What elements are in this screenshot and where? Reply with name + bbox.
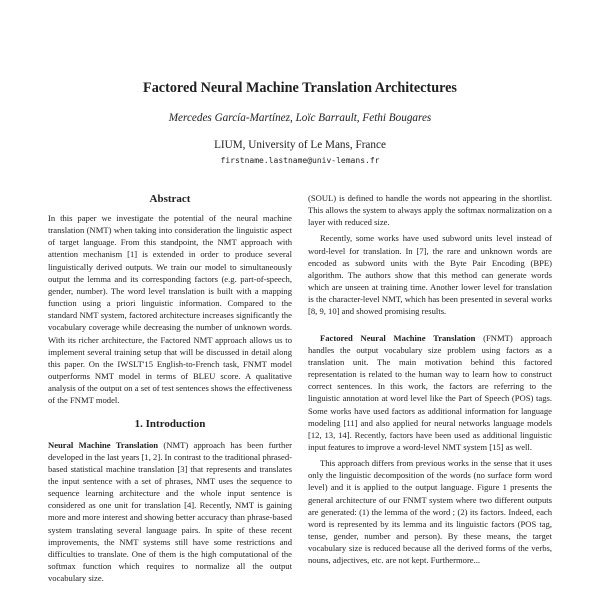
- paper-authors: Mercedes García-Martínez, Loïc Barrault, Fethi Bougares: [168, 112, 432, 124]
- subword-paragraph: Recently, some works have used subword units level instead of word-level for translation. In [7], the rare and unknown words are encoded as subword units with the Byte Pair Encoding (BPE) algorithm. The authors show that this method can generate words which are unseen at training time. Another lower level for translation is the character-level NMT, which has been presented in several works [8, 9, 10] and showed promising results.: [308, 233, 552, 317]
- soul-paragraph: (SOUL) is defined to handle the words not appearing in the shortlist. This allows the system to always apply the softmax normalization on a layer with reduced size.: [308, 193, 552, 228]
- differs-paragraph: This approach differs from previous works in the sense that it uses only the linguistic decomposition of the words (no surface form word level) and it is applied to the output language. Figure 1 presents the general architecture of our FNMT system where two different outputs are generated: (1) the lemma of the word ; (2) its factors. Indeed, each word is represented by its lemma and its linguistic factors (POS tag, tense, gender, number and person). By these means, the target vocabulary size is reduced because all the derived forms of the verbs, nouns, adjectives, etc. are not kept. Furthermore...: [308, 458, 552, 566]
- introduction-text: (NMT) approach has been further developed in the last years [1, 2]. In contrast to the traditional phrased-based statistical machine translation [3] that represents and translates the input sentence with a set of phrases, NMT uses the sequence to sequence learning architecture and the whole input sentence is considered as one unit for translation [4]. Recently, NMT is gaining more and more interest and showing better accuracy than phrase-based system translating several language pairs. In spite of these recent improvements, the NMT systems still have some restrictions and difficulties to translate. One of them is the high computational of the softmax function which requires to normalize all the output vocabulary size.: [48, 439, 292, 584]
- fnmt-lead-term: Factored Neural Machine Translation: [320, 332, 476, 343]
- paper-title: Factored Neural Machine Translation Architectures: [143, 80, 457, 96]
- nmt-lead-term: Neural Machine Translation: [48, 439, 159, 450]
- right-column: [308, 192, 552, 567]
- fnmt-text: (FNMT) approach handles the output vocabulary size problem using factors as a translation unit. The main motivation behind this factored representation is related to the human way to learn how to construct correct sentences. In this work, the factors are referring to the linguistic annotation at word level like the Part of Speech (POS) tags. Some works have used factors as additional information for language modeling [11] and also applied for neural networks language models [12, 13, 14]. Recently, factors have been used as additional linguistic input features to improve a word-level NMT system [15] as well.: [308, 332, 552, 452]
- abstract-heading: Abstract: [149, 193, 191, 205]
- fnmt-paragraph: [308, 332, 552, 454]
- abstract-text: In this paper we investigate the potential of the neural machine translation (NMT) when taking into consideration the linguistic aspect of target language. From this standpoint, the NMT approach with attention mechanism [1] is extended in order to produce several linguistically derived outputs. We train our model to simultaneously output the lemma and its corresponding factors (e.g. part-of-speech, gender, number). The word level translation is built with a mapping function using a priori linguistic information. Compared to the standard NMT system, factored architecture increases significantly the vocabulary coverage while decreasing the number of unknown words. With its richer architecture, the Factored NMT approach allows us to implement several training setup that will be discussed in detail along this paper. On the IWSLT'15 English-to-French task, FNMT model outperforms NMT model in terms of BLEU score. A qualitative analysis of the output on a set of test sentences shows the effectiveness of the FNMT model.: [48, 213, 292, 406]
- paper-email: firstname.lastname@univ-lemans.fr: [220, 156, 380, 165]
- paper-affiliation: LIUM, University of Le Mans, France: [214, 139, 386, 151]
- introduction-paragraph: [48, 439, 292, 585]
- left-column: [48, 192, 292, 584]
- introduction-heading: 1. Introduction: [134, 417, 206, 430]
